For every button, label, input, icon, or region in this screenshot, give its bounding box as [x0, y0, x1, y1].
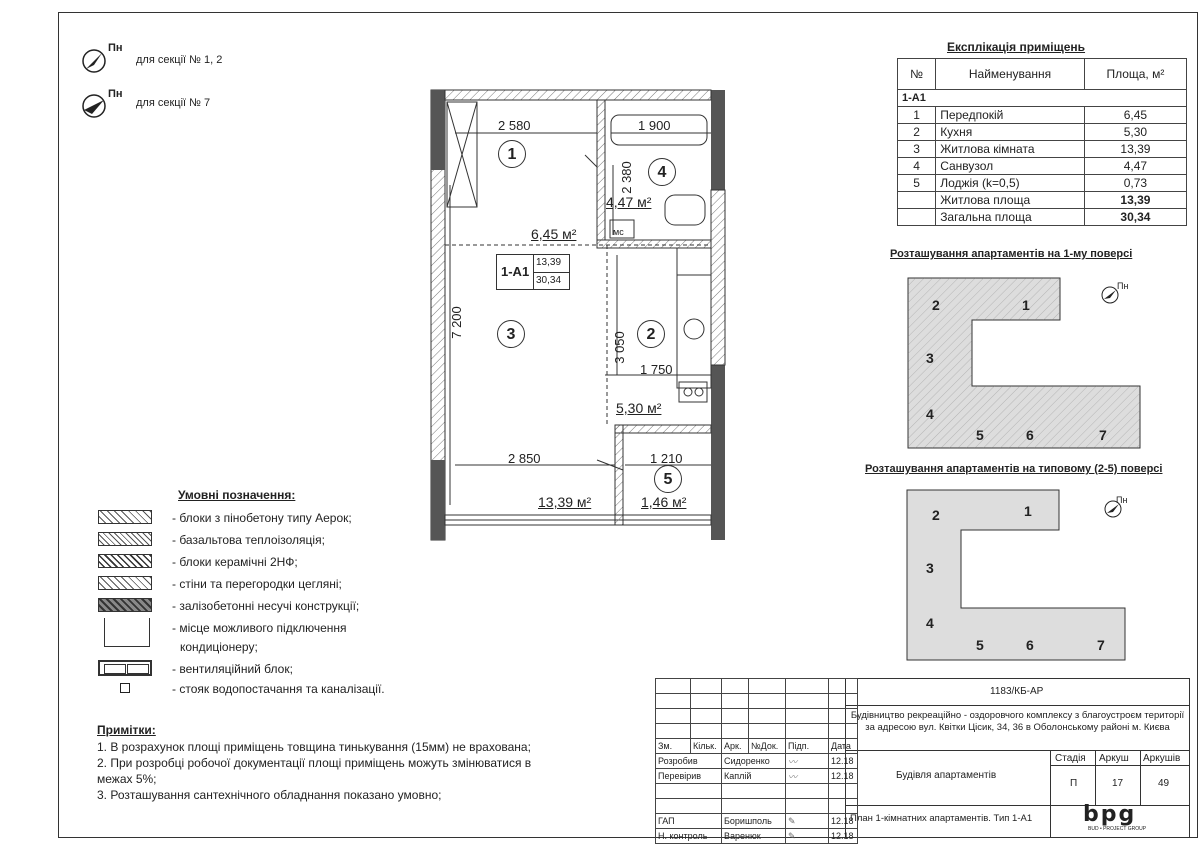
- typical-sec-3: 3: [926, 560, 934, 576]
- dim-1210: 1 210: [650, 451, 683, 466]
- plan-drawing: [425, 85, 730, 555]
- company-logo: bpg: [1083, 802, 1137, 827]
- insulation-swatch: [98, 532, 152, 546]
- legend-item: кондиціонеру;: [180, 640, 258, 654]
- row-name: Лоджія (k=0,5): [936, 175, 1085, 192]
- typical-sec-1: 1: [1024, 503, 1032, 519]
- signature: ✎: [786, 814, 829, 829]
- north-label-2: Пн: [108, 88, 123, 100]
- typical-sec-6: 6: [1026, 637, 1034, 653]
- role: Перевірив: [656, 769, 722, 784]
- company-logo-sub: BUD • PROJECT GROUP: [1088, 826, 1147, 832]
- north-label-1: Пн: [108, 42, 123, 54]
- table-row: [898, 175, 1187, 192]
- stage-header: Стадія: [1055, 753, 1086, 764]
- legend-item: - місце можливого підключення: [172, 621, 347, 635]
- date: 12.18: [829, 829, 858, 844]
- sheet-title: План 1-кімнатних апартаментів. Тип 1-А1: [850, 813, 1033, 824]
- riser-icon: [120, 683, 130, 693]
- table-row: [898, 124, 1187, 141]
- row-area: 13,39: [1084, 141, 1186, 158]
- project-description: Будівництво рекреаційно - оздоровчого комплексу з благоустроєм території за адресою вул. Квітки Цісик, 34, 36 в Оболонському районі м. Києва: [850, 710, 1185, 733]
- row-area: 0,73: [1084, 175, 1186, 192]
- col-number: №: [898, 59, 936, 90]
- typical-sec-2: 2: [932, 507, 940, 523]
- sheets-header: Аркушів: [1143, 753, 1181, 764]
- col-ndok: №Док.: [749, 739, 786, 754]
- area-room-4: 4,47 м²: [606, 194, 652, 210]
- legend-title: Умовні позначення:: [178, 488, 296, 502]
- legend-item: - стояк водопостачання та каналізації.: [172, 682, 385, 696]
- row-name: Санвузол: [936, 158, 1085, 175]
- table-row: [898, 141, 1187, 158]
- apartment-floor-plan: [425, 85, 730, 555]
- first-sec-1: 1: [1022, 297, 1030, 313]
- ac-place-icon: [104, 618, 150, 647]
- person-name: Сидоренко: [722, 754, 786, 769]
- row-number: 4: [898, 158, 936, 175]
- legend-item: - блоки з пінобетону типу Аерок;: [172, 511, 352, 525]
- stamp-row: [656, 829, 858, 844]
- sheet-header: Аркуш: [1099, 753, 1129, 764]
- living-area-value: 13,39: [1084, 192, 1186, 209]
- role: Розробив: [656, 754, 722, 769]
- dim-2580: 2 580: [498, 118, 531, 133]
- sheets-value: 49: [1158, 778, 1170, 789]
- room-marker-1: 1: [498, 140, 526, 168]
- first-floor-north: Пн: [1117, 281, 1129, 291]
- project-code: 1183/КБ-АР: [990, 686, 1044, 697]
- first-floor-title: Розташування апартаментів на 1-му поверсі: [890, 248, 1133, 260]
- stamp-row: [656, 754, 858, 769]
- date: 12.18: [829, 769, 858, 784]
- col-pidp: Підп.: [786, 739, 829, 754]
- explication-table: [897, 58, 1187, 226]
- apartment-living-area: 13,39: [536, 257, 562, 268]
- table-header-row: [898, 59, 1187, 90]
- dim-1750: 1 750: [640, 362, 673, 377]
- aerated-block-swatch: [98, 510, 152, 524]
- notes-title: Примітки:: [97, 723, 156, 737]
- dim-2850: 2 850: [508, 451, 541, 466]
- typical-sec-4: 4: [926, 615, 934, 631]
- concrete-swatch: [98, 598, 152, 612]
- area-room-1: 6,45 м²: [531, 226, 577, 242]
- dim-7200: 7 200: [448, 306, 464, 339]
- table-row: [898, 107, 1187, 124]
- room-marker-3: 3: [497, 320, 525, 348]
- first-sec-6: 6: [1026, 427, 1034, 443]
- stamp-row: [656, 769, 858, 784]
- first-sec-3: 3: [926, 350, 934, 366]
- date: 12.18: [829, 754, 858, 769]
- person-name: Каплій: [722, 769, 786, 784]
- legend-item: - залізобетонні несучі конструкції;: [172, 599, 360, 613]
- stamp-row: [656, 814, 858, 829]
- room-marker-2: 2: [637, 320, 665, 348]
- explication-title: Експлікація приміщень: [947, 40, 1086, 54]
- legend-item: - базальтова теплоізоляція;: [172, 533, 325, 547]
- row-name: Житлова кімната: [936, 141, 1085, 158]
- row-area: 5,30: [1084, 124, 1186, 141]
- sheet-value: 17: [1112, 778, 1124, 789]
- total-area-label: Загальна площа: [936, 209, 1085, 226]
- signature: 〰: [786, 769, 829, 784]
- group-label: 1-А1: [898, 90, 1187, 107]
- person-name: Боришполь: [722, 814, 786, 829]
- table-row: [898, 158, 1187, 175]
- stage-value: П: [1070, 778, 1078, 789]
- apartment-total-area: 30,34: [536, 275, 562, 286]
- signature: ✎: [786, 829, 829, 844]
- area-room-3: 13,39 м²: [538, 494, 592, 510]
- ceramic-block-swatch: [98, 554, 152, 568]
- living-area-label: Житлова площа: [936, 192, 1085, 209]
- table-row-living: [898, 192, 1187, 209]
- table-row-total: [898, 209, 1187, 226]
- row-number: 2: [898, 124, 936, 141]
- role: ГАП: [656, 814, 722, 829]
- first-sec-5: 5: [976, 427, 984, 443]
- signature-table: [655, 678, 858, 844]
- col-zm: Зм.: [656, 739, 691, 754]
- first-sec-4: 4: [926, 406, 934, 422]
- row-name: Передпокій: [936, 107, 1085, 124]
- dim-1900: 1 900: [638, 118, 671, 133]
- col-data: Дата: [829, 739, 858, 754]
- legend-item: - стіни та перегородки цегляні;: [172, 577, 342, 591]
- room-marker-4: 4: [648, 158, 676, 186]
- typical-sec-5: 5: [976, 637, 984, 653]
- ms-label: мс: [613, 227, 624, 237]
- typical-sec-7: 7: [1097, 637, 1105, 653]
- north-caption-2: для секції № 7: [136, 97, 211, 109]
- col-kilk: Кільк.: [691, 739, 722, 754]
- row-number: 3: [898, 141, 936, 158]
- row-name: Кухня: [936, 124, 1085, 141]
- col-name: Найменування: [936, 59, 1085, 90]
- room-marker-5: 5: [654, 465, 682, 493]
- dim-2380: 2 380: [618, 161, 634, 194]
- col-ark: Арк.: [722, 739, 749, 754]
- table-group-row: [898, 90, 1187, 107]
- date: 12.18: [829, 814, 858, 829]
- stamp-header-row: [656, 739, 858, 754]
- row-number: 1: [898, 107, 936, 124]
- row-number: 5: [898, 175, 936, 192]
- col-area: Площа, м²: [1084, 59, 1186, 90]
- person-name: Варенюк: [722, 829, 786, 844]
- note-item: 3. Розташування сантехнічного обладнання показано умовно;: [97, 788, 442, 802]
- note-item: 1. В розрахунок площі приміщень товщина тинькування (15мм) не врахована;: [97, 740, 531, 754]
- apartment-code: 1-А1: [501, 264, 530, 279]
- note-item: 2. При розробці робочої документації площі приміщень можуть змінюватися в: [97, 756, 532, 770]
- note-item: межах 5%;: [97, 772, 157, 786]
- north-caption-1: для секції № 1, 2: [136, 54, 223, 66]
- vent-block-icon: [98, 660, 152, 676]
- legend-item: - блоки керамічні 2НФ;: [172, 555, 298, 569]
- signature: 〰: [786, 754, 829, 769]
- area-room-2: 5,30 м²: [616, 400, 662, 416]
- dim-3050: 3 050: [611, 331, 627, 364]
- building-name: Будівля апартаментів: [896, 770, 997, 781]
- legend-item: - вентиляційний блок;: [172, 662, 293, 676]
- typical-floor-title: Розташування апартаментів на типовому (2-5) поверсі: [865, 463, 1163, 475]
- apartment-tag: [496, 254, 570, 290]
- row-area: 4,47: [1084, 158, 1186, 175]
- first-sec-2: 2: [932, 297, 940, 313]
- first-sec-7: 7: [1099, 427, 1107, 443]
- role: Н. контроль: [656, 829, 722, 844]
- typical-floor-north: Пн: [1116, 495, 1128, 505]
- row-area: 6,45: [1084, 107, 1186, 124]
- area-room-5: 1,46 м²: [641, 494, 687, 510]
- total-area-value: 30,34: [1084, 209, 1186, 226]
- brick-wall-swatch: [98, 576, 152, 590]
